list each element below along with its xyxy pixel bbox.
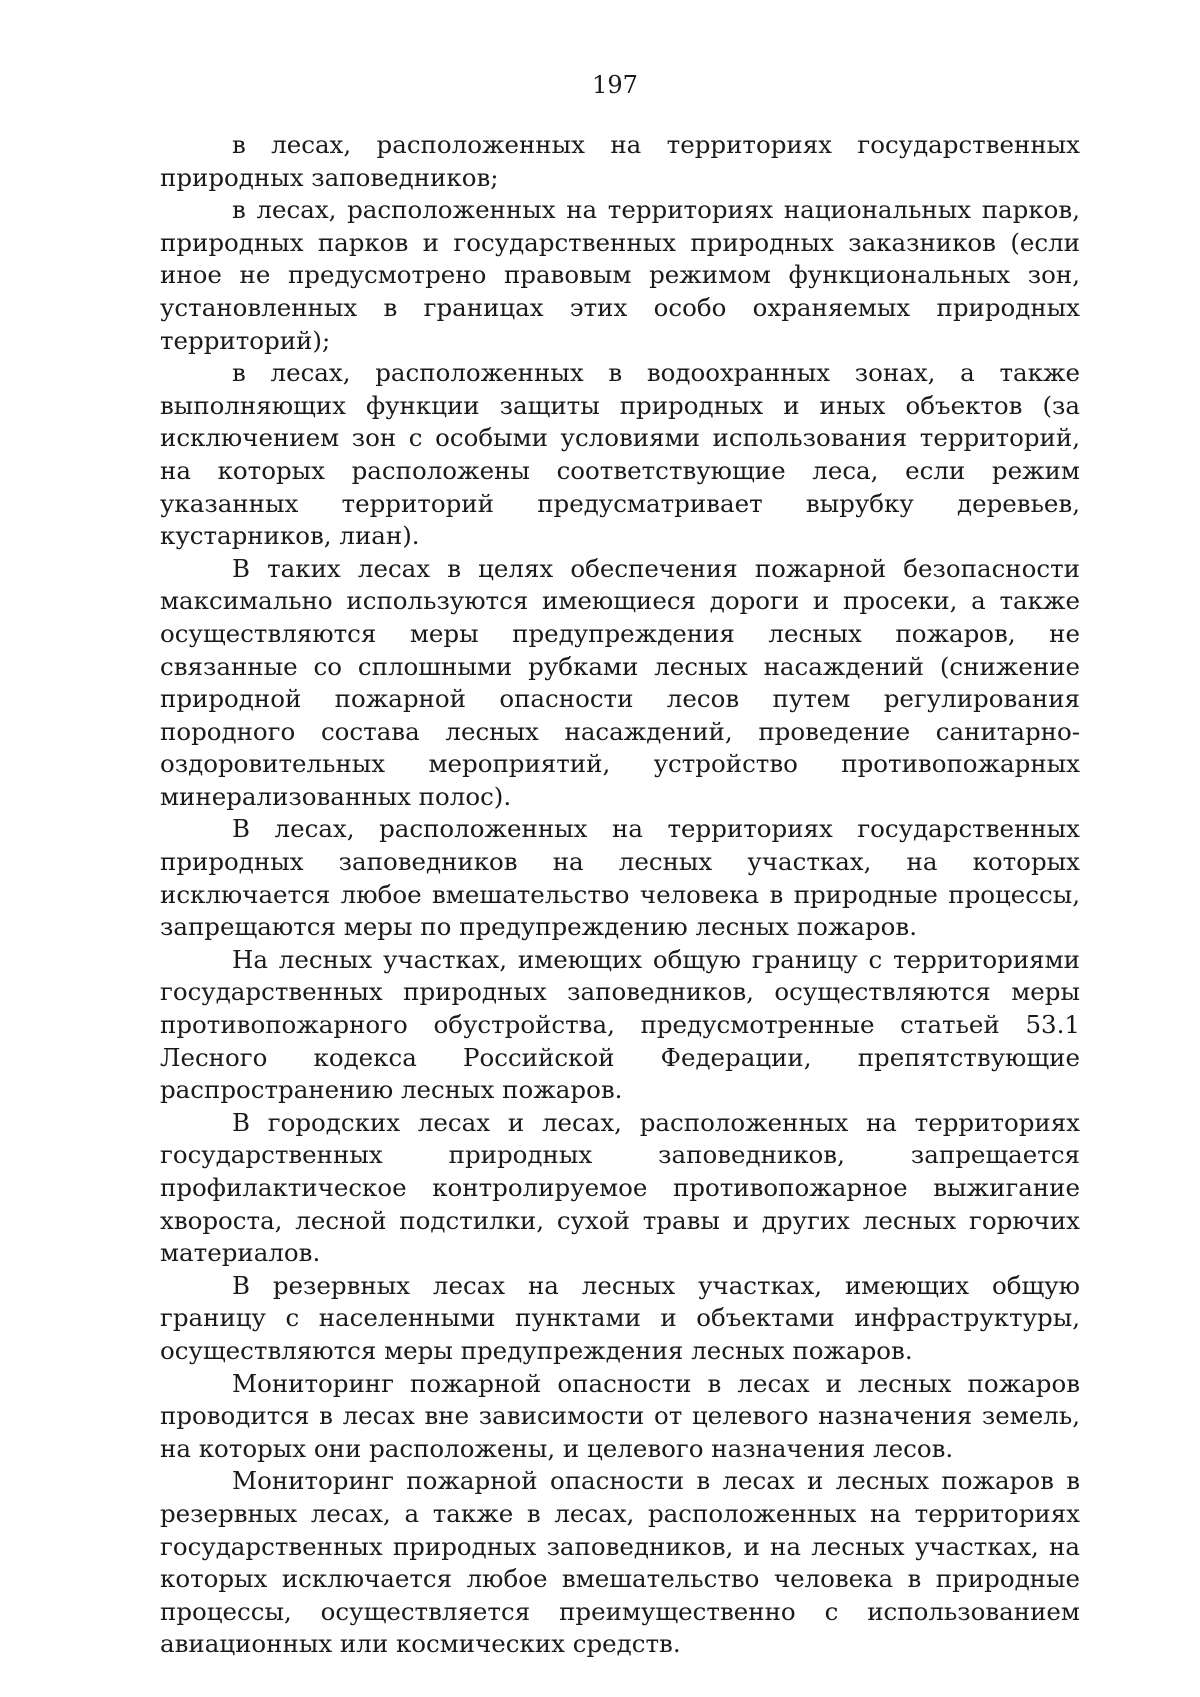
paragraph-3: в лесах, расположенных в водоохранных зонах, а также выполняющих функции защиты природных и иных объектов (за исключением зон с особыми условиями использования территорий, на которых расположены соответствующие леса, если режим указанных территорий предусматривает вырубку деревьев, кустарников, лиан). xyxy=(160,358,1080,551)
paragraph-8: В резервных лесах на лесных участках, имеющих общую границу с населенными пунктами и объектами инфраструктуры, осуществляются меры предупреждения лесных пожаров. xyxy=(160,1270,1080,1365)
paragraph-6: На лесных участках, имеющих общую границу с территориями государственных природных заповедников, осуществляются меры противопожарного обустройства, предусмотренные статьей 53.1 Лесного кодекса Российской Федерации, препятствующие распространению лесных пожаров. xyxy=(160,944,1080,1105)
paragraph-9: Мониторинг пожарной опасности в лесах и лесных пожаров проводится в лесах вне зависимости от целевого назначения земель, на которых они расположены, и целевого назначения лесов. xyxy=(160,1368,1080,1463)
paragraph-4: В таких лесах в целях обеспечения пожарной безопасности максимально используются имеющиеся дороги и просеки, а также осуществляются меры предупреждения лесных пожаров, не связанные со сплошными рубками лесных насаждений (снижение природной пожарной опасности лесов путем регулирования породного состава лесных насаждений, проведение санитарно-оздоровительных мероприятий, устройство противопожарных минерализованных полос). xyxy=(160,553,1080,811)
document-body xyxy=(160,129,1080,1661)
paragraph-7: В городских лесах и лесах, расположенных на территориях государственных природных заповедников, запрещается профилактическое контролируемое противопожарное выжигание хвороста, лесной подстилки, сухой травы и других лесных горючих материалов. xyxy=(160,1107,1080,1268)
paragraph-5: В лесах, расположенных на территориях государственных природных заповедников на лесных участках, на которых исключается любое вмешательство человека в природные процессы, запрещаются меры по предупреждению лесных пожаров. xyxy=(160,814,1080,942)
paragraph-10: Мониторинг пожарной опасности в лесах и лесных пожаров в резервных лесах, а также в лесах, расположенных на территориях государственных природных заповедников, и на лесных участках, на которых исключается любое вмешательство человека в природные процессы, осуществляется преимущественно с использованием авиационных или космических средств. xyxy=(160,1466,1080,1659)
paragraph-1: в лесах, расположенных на территориях государственных природных заповедников; xyxy=(160,130,1080,192)
page-number: 197 xyxy=(592,71,638,99)
paragraph-2: в лесах, расположенных на территориях национальных парков, природных парков и государственных природных заказников (если иное не предусмотрено правовым режимом функциональных зон, установленных в границах этих особо охраняемых природных территорий); xyxy=(160,195,1080,355)
